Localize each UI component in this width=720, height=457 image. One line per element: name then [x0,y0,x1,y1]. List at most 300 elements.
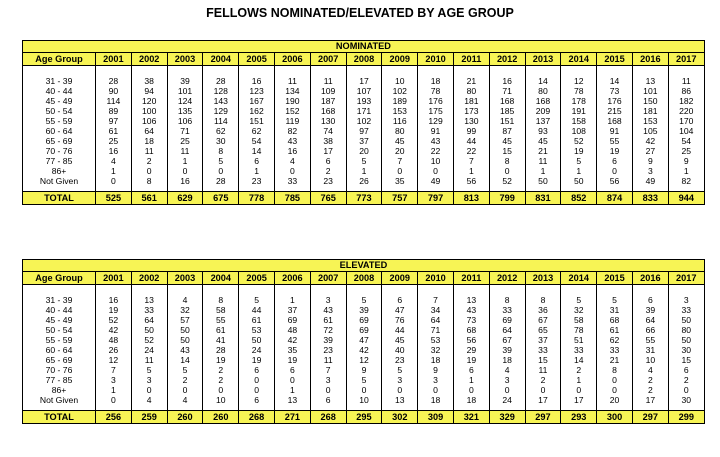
count-cell: 105 [632,126,668,136]
count-cell: 5 [561,295,597,305]
count-cell: 69 [489,315,525,325]
count-cell: 5 [382,365,418,375]
count-cell: 45 [382,136,418,146]
count-cell: 215 [597,106,633,116]
year-header: 2013 [525,272,561,285]
count-cell: 18 [131,136,167,146]
count-cell: 173 [453,106,489,116]
count-cell: 29 [453,345,489,355]
count-cell: 5 [561,156,597,166]
total-cell: 309 [418,411,454,424]
table-row [23,176,705,186]
count-cell: 114 [96,96,132,106]
year-header: 2015 [597,272,633,285]
count-cell: 68 [597,315,633,325]
section-title: ELEVATED [23,260,705,272]
count-cell: 143 [203,96,239,106]
count-cell: 68 [453,325,489,335]
age-group-label: 55 - 59 [23,116,96,126]
count-cell: 22 [418,146,454,156]
count-cell: 3 [489,375,525,385]
total-cell: 757 [382,192,418,205]
table-row [23,295,705,305]
age-group-label: 86+ [23,385,96,395]
total-cell: 297 [525,411,561,424]
count-cell: 104 [668,126,704,136]
count-cell: 50 [668,335,704,345]
count-cell: 57 [167,315,203,325]
count-cell: 187 [310,96,346,106]
total-cell: 785 [274,192,310,205]
count-cell: 18 [418,355,454,365]
count-cell: 0 [203,385,239,395]
count-cell: 82 [274,126,310,136]
count-cell: 39 [167,76,203,86]
count-cell: 16 [239,76,275,86]
age-group-label: Not Given [23,176,96,186]
count-cell: 33 [561,345,597,355]
count-cell: 19 [453,355,489,365]
count-cell: 48 [274,325,310,335]
count-cell: 62 [203,126,239,136]
count-cell: 18 [489,355,525,365]
count-cell: 38 [310,136,346,146]
table-row [23,345,705,355]
count-cell: 176 [597,96,633,106]
count-cell: 71 [167,126,203,136]
count-cell: 18 [453,395,489,405]
count-cell: 3 [382,375,418,385]
count-cell: 1 [453,166,489,176]
count-cell: 6 [239,395,275,405]
total-cell: 259 [131,411,167,424]
count-cell: 33 [668,305,704,315]
count-cell: 23 [239,176,275,186]
count-cell: 13 [131,295,167,305]
count-cell: 7 [418,295,454,305]
count-cell: 168 [525,96,561,106]
count-cell: 3 [131,375,167,385]
count-cell: 2 [668,375,704,385]
count-cell: 16 [167,176,203,186]
count-cell: 56 [453,335,489,345]
count-cell: 4 [167,395,203,405]
count-cell: 151 [489,116,525,126]
count-cell: 6 [382,295,418,305]
age-group-label: 45 - 49 [23,96,96,106]
count-cell: 64 [632,315,668,325]
count-cell: 7 [96,365,132,375]
count-cell: 21 [597,355,633,365]
count-cell: 14 [561,355,597,365]
age-group-label: 60 - 64 [23,126,96,136]
count-cell: 108 [561,126,597,136]
count-cell: 5 [239,295,275,305]
count-cell: 52 [96,315,132,325]
count-cell: 101 [167,86,203,96]
count-cell: 134 [274,86,310,96]
count-cell: 8 [131,176,167,186]
count-cell: 53 [418,335,454,345]
total-label: TOTAL [23,192,96,205]
age-group-label: 65 - 69 [23,136,96,146]
total-cell: 329 [489,411,525,424]
total-cell: 302 [382,411,418,424]
count-cell: 51 [561,335,597,345]
count-cell: 11 [310,76,346,86]
count-cell: 12 [96,355,132,365]
count-cell: 128 [203,86,239,96]
count-cell: 150 [632,96,668,106]
count-cell: 42 [96,325,132,335]
count-cell: 64 [489,325,525,335]
count-cell: 21 [453,76,489,86]
count-cell: 168 [597,116,633,126]
count-cell: 71 [418,325,454,335]
year-header: 2012 [489,272,525,285]
count-cell: 0 [453,385,489,395]
table-row [23,156,705,166]
count-cell: 106 [167,116,203,126]
year-header: 2007 [310,272,346,285]
total-label: TOTAL [23,411,96,424]
year-header: 2016 [632,53,668,66]
count-cell: 175 [418,106,454,116]
count-cell: 78 [418,86,454,96]
count-cell: 7 [453,156,489,166]
count-cell: 62 [597,335,633,345]
count-cell: 124 [167,96,203,106]
count-cell: 40 [382,345,418,355]
count-cell: 191 [561,106,597,116]
year-header: 2011 [453,53,489,66]
year-header: 2014 [561,272,597,285]
count-cell: 0 [346,385,382,395]
year-header: 2011 [453,272,489,285]
count-cell: 43 [310,305,346,315]
year-header: 2010 [418,272,454,285]
count-cell: 8 [203,146,239,156]
count-cell: 16 [96,146,132,156]
year-header: 2002 [131,53,167,66]
count-cell: 37 [274,305,310,315]
count-cell: 48 [96,335,132,345]
count-cell: 80 [382,126,418,136]
count-cell: 0 [597,166,633,176]
count-cell: 6 [239,156,275,166]
count-cell: 10 [346,395,382,405]
count-cell: 12 [346,355,382,365]
year-header: 2014 [561,53,597,66]
count-cell: 1 [346,166,382,176]
total-cell: 831 [525,192,561,205]
total-cell: 268 [239,411,275,424]
header-row [23,272,705,285]
total-cell: 852 [561,192,597,205]
count-cell: 4 [274,156,310,166]
count-cell: 1 [668,166,704,176]
table-row [23,385,705,395]
count-cell: 5 [346,156,382,166]
count-cell: 15 [668,355,704,365]
total-cell: 256 [96,411,132,424]
year-header: 2015 [597,53,633,66]
count-cell: 1 [561,166,597,176]
count-cell: 0 [418,166,454,176]
total-row [23,192,705,205]
count-cell: 102 [346,116,382,126]
count-cell: 54 [668,136,704,146]
table-row [23,166,705,176]
count-cell: 45 [525,136,561,146]
table-row [23,365,705,375]
count-cell: 100 [131,106,167,116]
count-cell: 209 [525,106,561,116]
count-cell: 67 [489,335,525,345]
count-cell: 11 [274,76,310,86]
count-cell: 47 [346,335,382,345]
count-cell: 54 [239,136,275,146]
count-cell: 153 [632,116,668,126]
count-cell: 50 [167,335,203,345]
count-cell: 3 [632,166,668,176]
count-cell: 76 [382,315,418,325]
count-cell: 45 [489,136,525,146]
count-cell: 15 [489,146,525,156]
count-cell: 129 [418,116,454,126]
count-cell: 24 [489,395,525,405]
total-cell: 561 [131,192,167,205]
count-cell: 168 [489,96,525,106]
count-cell: 1 [239,166,275,176]
year-header: 2017 [668,53,704,66]
count-cell: 25 [167,136,203,146]
year-header: 2009 [382,272,418,285]
count-cell: 4 [489,365,525,375]
count-cell: 0 [597,375,633,385]
count-cell: 3 [310,295,346,305]
count-cell: 15 [525,355,561,365]
count-cell: 0 [597,385,633,395]
age-group-label: 50 - 54 [23,106,96,116]
count-cell: 176 [418,96,454,106]
count-cell: 18 [418,395,454,405]
count-cell: 32 [561,305,597,315]
count-cell: 47 [382,305,418,315]
count-cell: 119 [274,116,310,126]
table-row [23,106,705,116]
count-cell: 2 [632,375,668,385]
count-cell: 17 [310,146,346,156]
elevated-table [22,259,705,424]
count-cell: 0 [96,395,132,405]
table-row [23,355,705,365]
count-cell: 5 [167,365,203,375]
count-cell: 69 [346,325,382,335]
count-cell: 97 [96,116,132,126]
count-cell: 61 [239,315,275,325]
count-cell: 43 [274,136,310,146]
count-cell: 23 [382,355,418,365]
count-cell: 102 [382,86,418,96]
count-cell: 101 [632,86,668,96]
count-cell: 27 [632,146,668,156]
count-cell: 151 [239,116,275,126]
count-cell: 0 [274,166,310,176]
count-cell: 116 [382,116,418,126]
count-cell: 20 [346,146,382,156]
table-row [23,315,705,325]
count-cell: 1 [525,166,561,176]
count-cell: 55 [632,335,668,345]
count-cell: 0 [489,166,525,176]
count-cell: 182 [668,96,704,106]
age-group-label: 77 - 85 [23,156,96,166]
table-row [23,96,705,106]
count-cell: 24 [131,345,167,355]
count-cell: 64 [131,126,167,136]
page-title: FELLOWS NOMINATED/ELEVATED BY AGE GROUP [206,6,514,20]
count-cell: 28 [203,345,239,355]
count-cell: 56 [597,176,633,186]
count-cell: 4 [131,395,167,405]
count-cell: 26 [346,176,382,186]
count-cell: 0 [167,385,203,395]
count-cell: 170 [668,116,704,126]
count-cell: 152 [274,106,310,116]
table-row [23,395,705,405]
age-group-label: 70 - 76 [23,365,96,375]
count-cell: 1 [274,385,310,395]
count-cell: 50 [561,176,597,186]
age-group-label: Not Given [23,395,96,405]
count-cell: 73 [597,86,633,96]
count-cell: 64 [418,315,454,325]
count-cell: 153 [382,106,418,116]
count-cell: 3 [668,295,704,305]
count-cell: 181 [632,106,668,116]
count-cell: 32 [167,305,203,315]
count-cell: 55 [597,136,633,146]
count-cell: 55 [203,315,239,325]
count-cell: 10 [382,76,418,86]
count-cell: 30 [668,345,704,355]
count-cell: 1 [453,375,489,385]
age-group-label: 45 - 49 [23,315,96,325]
count-cell: 61 [203,325,239,335]
count-cell: 0 [203,166,239,176]
count-cell: 61 [310,315,346,325]
count-cell: 120 [131,96,167,106]
count-cell: 87 [489,126,525,136]
count-cell: 16 [489,76,525,86]
count-cell: 44 [382,325,418,335]
count-cell: 9 [668,156,704,166]
count-cell: 17 [561,395,597,405]
count-cell: 38 [131,76,167,86]
count-cell: 220 [668,106,704,116]
count-cell: 42 [346,345,382,355]
count-cell: 1 [96,166,132,176]
count-cell: 8 [597,365,633,375]
total-cell: 260 [167,411,203,424]
count-cell: 49 [418,176,454,186]
count-cell: 43 [453,305,489,315]
count-cell: 0 [274,375,310,385]
count-cell: 61 [597,325,633,335]
count-cell: 0 [167,166,203,176]
count-cell: 94 [131,86,167,96]
count-cell: 41 [203,335,239,345]
table-row [23,86,705,96]
age-group-label: 60 - 64 [23,345,96,355]
count-cell: 6 [453,365,489,375]
section-title: NOMINATED [23,41,705,53]
count-cell: 130 [453,116,489,126]
year-header: 2003 [167,53,203,66]
count-cell: 44 [453,136,489,146]
count-cell: 97 [346,126,382,136]
count-cell: 5 [131,365,167,375]
year-header: 2001 [96,53,132,66]
count-cell: 129 [203,106,239,116]
year-header: 2007 [310,53,346,66]
count-cell: 2 [310,166,346,176]
total-cell: 297 [632,411,668,424]
table-row [23,76,705,86]
count-cell: 16 [96,295,132,305]
total-cell: 293 [561,411,597,424]
table-row [23,325,705,335]
count-cell: 19 [561,146,597,156]
count-cell: 5 [597,295,633,305]
count-cell: 190 [274,96,310,106]
count-cell: 189 [382,96,418,106]
count-cell: 82 [668,176,704,186]
year-header: 2003 [167,272,203,285]
count-cell: 11 [310,355,346,365]
year-header: 2002 [131,272,167,285]
count-cell: 3 [418,375,454,385]
count-cell: 5 [346,375,382,385]
count-cell: 0 [525,385,561,395]
count-cell: 37 [525,335,561,345]
count-cell: 16 [274,146,310,156]
count-cell: 66 [632,325,668,335]
count-cell: 6 [239,365,275,375]
count-cell: 93 [525,126,561,136]
count-cell: 0 [131,385,167,395]
count-cell: 72 [310,325,346,335]
count-cell: 2 [525,375,561,385]
count-cell: 0 [239,385,275,395]
count-cell: 61 [96,126,132,136]
count-cell: 32 [418,345,454,355]
count-cell: 50 [668,315,704,325]
year-header: 2005 [239,272,275,285]
table-row [23,116,705,126]
count-cell: 19 [597,146,633,156]
count-cell: 58 [561,315,597,325]
count-cell: 5 [346,295,382,305]
count-cell: 44 [239,305,275,315]
total-cell: 797 [418,192,454,205]
count-cell: 42 [632,136,668,146]
total-cell: 260 [203,411,239,424]
count-cell: 1 [561,375,597,385]
count-cell: 11 [668,76,704,86]
count-cell: 1 [274,295,310,305]
